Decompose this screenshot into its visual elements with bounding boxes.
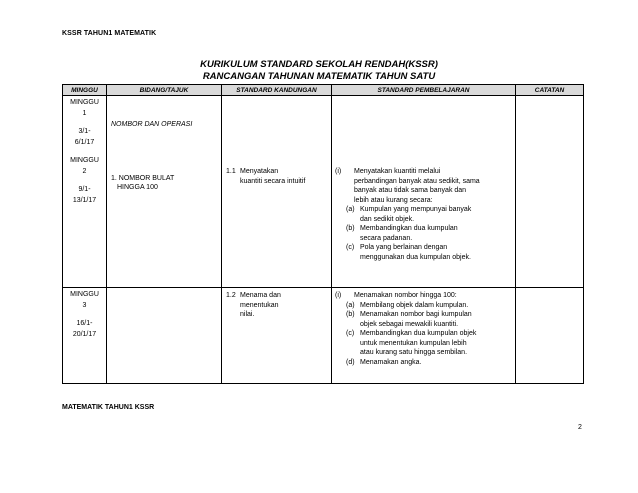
sp1-b-text: Membandingkan dua kumpulan <box>360 225 458 232</box>
week2-label: MINGGU <box>70 157 99 164</box>
page-footer: MATEMATIK TAHUN1 KSSR <box>62 404 155 411</box>
bidang-cell <box>107 96 222 288</box>
sp1-b-text2: secara padanan. <box>360 234 413 242</box>
catatan-cell <box>516 288 584 384</box>
table-header-row <box>63 85 584 96</box>
week2-num: 2 <box>82 168 87 175</box>
minggu-cell <box>63 288 107 384</box>
sp1-line: lebih atau kurang secara: <box>354 196 433 204</box>
week1-label: MINGGU <box>70 99 99 106</box>
week2-date2: 13/1/17 <box>72 197 97 204</box>
sp1-a-text: Kumpulan yang mempunyai banyak <box>360 206 472 213</box>
sk2-line1: Menama dan <box>240 292 281 299</box>
yearly-plan-table <box>62 84 584 384</box>
week3-date: 16/1- <box>76 320 93 327</box>
col-standard-kandungan: STANDARD KANDUNGAN <box>222 85 332 96</box>
standard-pembelajaran-cell <box>332 288 516 384</box>
sp1-a-text2: dan sedikit objek. <box>360 215 415 223</box>
week3-label: MINGGU <box>70 291 99 298</box>
tajuk-line2: HINGGA 100 <box>117 184 158 191</box>
catatan-cell <box>516 96 584 288</box>
standard-pembelajaran-cell <box>332 96 516 288</box>
sp1-c-text2: menggunakan dua kumpulan objek. <box>360 253 471 261</box>
document-title: KURIKULUM STANDARD SEKOLAH RENDAH(KSSR) <box>200 59 438 70</box>
week3-num: 3 <box>82 302 87 309</box>
sp2-b-num: (b) <box>346 311 355 318</box>
sp2-c-text3: atau kurang satu hingga sembilan. <box>360 349 468 356</box>
col-catatan: CATATAN <box>516 85 584 96</box>
week2-date: 9/1- <box>78 186 91 193</box>
sp1-num: (i) <box>335 168 342 175</box>
sk1-line2: kuantiti secara intuitif <box>240 177 306 185</box>
standard-kandungan-cell <box>222 96 332 288</box>
page-header: KSSR TAHUN1 MATEMATIK <box>62 30 157 37</box>
page-number: 2 <box>578 424 582 431</box>
sk2-line2: menentukan <box>240 301 279 309</box>
sp2-c-text2: untuk menentukan kumpulan lebih <box>360 339 467 347</box>
sp2-a-num: (a) <box>346 301 355 309</box>
sp1-line: perbandingan banyak atau sedikit, sama <box>354 177 480 185</box>
sp2-num: (i) <box>335 292 342 299</box>
table-row <box>63 96 584 288</box>
sp2-b-text: Menamakan nombor bagi kumpulan <box>360 311 472 318</box>
sk1-line1: Menyatakan <box>240 168 279 175</box>
sp1-line: banyak atau tidak sama banyak dan <box>354 187 467 194</box>
sp2-b-text2: objek sebagai mewakili kuantiti. <box>360 320 459 328</box>
minggu-cell <box>63 96 107 288</box>
col-minggu: MINGGU <box>63 85 107 96</box>
sp2-c-num: (c) <box>346 330 355 337</box>
week3-date2: 20/1/17 <box>72 331 97 338</box>
table-row <box>63 288 584 384</box>
week1-date2: 6/1/17 <box>74 139 95 146</box>
week1-date: 3/1- <box>78 128 91 135</box>
bidang-text: NOMBOR DAN OPERASI <box>111 121 193 128</box>
col-standard-pembelajaran: STANDARD PEMBELAJARAN <box>332 85 516 96</box>
sp1-c-num: (c) <box>346 244 355 251</box>
sp1-b-num: (b) <box>346 225 355 232</box>
sk2-line3: nilai. <box>240 311 255 318</box>
bidang-cell <box>107 288 222 384</box>
sp2-head: Menamakan nombor hingga 100: <box>354 292 457 299</box>
week1-num: 1 <box>82 110 87 117</box>
sk2-num: 1.2 <box>226 292 236 299</box>
sp2-d-text: Menamakan angka. <box>360 358 422 366</box>
sp1-c-text: Pola yang berlainan dengan <box>360 244 448 251</box>
sk1-num: 1.1 <box>226 168 236 175</box>
col-bidang: BIDANG/TAJUK <box>107 85 222 96</box>
sp2-a-text: Membilang objek dalam kumpulan. <box>360 301 469 309</box>
document-subtitle: RANCANGAN TAHUNAN MATEMATIK TAHUN SATU <box>202 71 436 82</box>
sp2-c-text: Membandingkan dua kumpulan objek <box>360 330 477 337</box>
tajuk-line1: 1. NOMBOR BULAT <box>111 175 175 182</box>
sp1-line: Menyatakan kuantiti melalui <box>354 168 441 175</box>
sp1-a-num: (a) <box>346 206 355 213</box>
standard-kandungan-cell <box>222 288 332 384</box>
sp2-d-num: (d) <box>346 358 355 366</box>
